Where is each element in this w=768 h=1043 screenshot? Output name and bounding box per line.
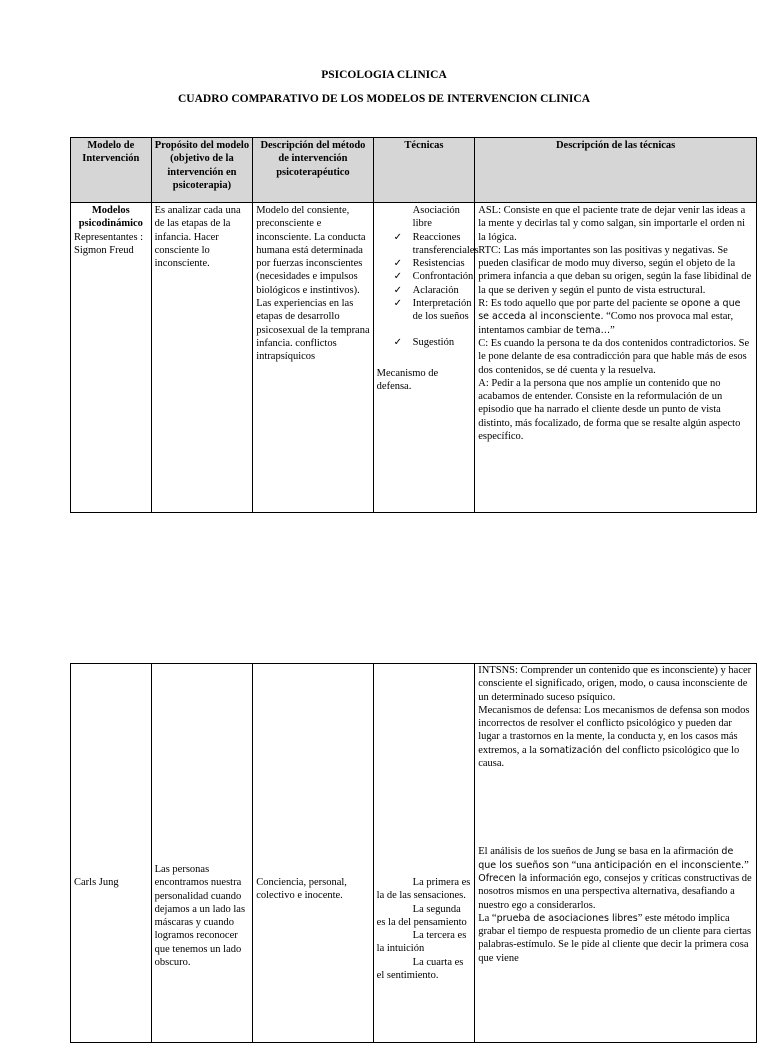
- column-header: Modelo de Intervención: [71, 138, 152, 203]
- model-author: Carls Jung: [74, 877, 119, 888]
- defense-mechanism-text: Mecanismo de defensa.: [376, 367, 439, 393]
- table-header-row: [71, 138, 757, 203]
- list-item: ✓ Interpretación de los sueños: [393, 298, 472, 323]
- model-cell: [71, 203, 152, 513]
- model-author: Sigmon Freud: [74, 244, 134, 256]
- desc-free-association: La “prueba de asociaciones libres” este método implica grabar el tiempo de respuesta promedio de un cliente para ciertas palabras-estímulo. Se le pide al cliente que decir la primera cosa que viene: [478, 912, 752, 964]
- desc-r: R: Es todo aquello que por parte del paciente se opone a que se acceda al inconsciente. “Como nos provoca mal estar, intentamos cambiar de tema…”: [478, 298, 741, 336]
- check-icon: ✓: [393, 258, 403, 270]
- desc-c: C: Es cuando la persona te da dos contenidos contradictorios. Se le pone delante de esa contradicción para que hable más de esos dos contenidos, se dé cuenta y la resuelva.: [478, 337, 750, 376]
- method-paragraph: Modelo del consiente, preconsciente e inconsciente. La conducta humana está determinada por fuerzas inconscientes (necesidades e impulsos biológicos e instintivos).: [256, 205, 366, 296]
- techniques-cell: [373, 203, 479, 513]
- purpose-cell: [151, 664, 253, 1043]
- model-representatives: Representantes :: [74, 231, 144, 243]
- document-title: PSICOLOGIA CLINICA: [321, 69, 447, 81]
- column-header: Descripción de las técnicas: [475, 138, 757, 203]
- purpose-cell: Es analizar cada una de las etapas de la infancia. Hacer consciente lo inconsciente.: [151, 203, 253, 513]
- list-item: Asociación libre: [412, 205, 460, 230]
- techniques-cell: [373, 664, 475, 1043]
- technique-description-cell: [475, 203, 757, 513]
- purpose-text: Las personas encontramos nuestra personalidad cuando dejamos a un lado las máscaras y cuando logramos reconocer que tenemos un lado obscuro.: [154, 864, 246, 969]
- method-text: Conciencia, personal, colectivo e inocente.: [256, 877, 347, 902]
- method-cell: [253, 664, 373, 1043]
- desc-asl: ASL: Consiste en que el paciente trate de dejar venir las ideas a la mente y decirlas tal y como salgan, sin importarle el orden ni la lógica.: [478, 205, 746, 243]
- table-row: [71, 664, 757, 1043]
- technique-item: La segunda es la del pensamiento: [376, 903, 467, 928]
- column-header: Propósito del modelo (objetivo de la intervención en psicoterapia): [151, 138, 253, 203]
- list-item: ✓ Reacciones transferenciales: [393, 231, 479, 256]
- check-icon: ✓: [393, 231, 403, 243]
- check-icon: ✓: [393, 336, 403, 348]
- techniques-list: [377, 204, 479, 349]
- check-icon: ✓: [393, 298, 403, 310]
- desc-rtc: RTC: Las más importantes son las positivas y negativas. Se pueden clasificar de modo muy diverso, según el objeto de la primera infancia a que deban su origen, según la fase libidinal de la que se deriven y según el punto de vista estructural.: [478, 244, 752, 296]
- method-paragraph: Las experiencias en las etapas de desarrollo psicosexual de la temprana infancia. conflictos intrapsíquicos: [256, 298, 370, 363]
- column-header: Descripción del método de intervención psicoterapéutico: [253, 138, 373, 203]
- document-subtitle: CUADRO COMPARATIVO DE LOS MODELOS DE INTERVENCION CLINICA: [177, 93, 591, 105]
- desc-intsns: INTSNS: Comprender un contenido que es inconsciente) y hacer consciente el significado, origen, modo, o causa inconsciente de un determinado suceso psíquico.: [478, 665, 752, 703]
- list-item: ✓ Resistencias: [393, 258, 465, 270]
- model-title: Modelos psicodinámico: [78, 205, 143, 230]
- comparison-table-part-1: [70, 137, 757, 513]
- method-cell: [253, 203, 373, 513]
- model-cell: [71, 664, 152, 1043]
- technique-description-cell: [475, 664, 757, 1043]
- column-header: Técnicas: [373, 138, 475, 203]
- comparison-table-part-2: [70, 663, 757, 1043]
- desc-defense: Mecanismos de defensa: Los mecanismos de defensa son modos incorrectos de resolver el conflicto psicológico y pueden dar lugar a trastornos en la mente, la conducta y, en los casos más extremos, a la somatización del conflicto psicológico que lo causa.: [478, 704, 750, 770]
- desc-a: A: Pedir a la persona que nos amplíe un contenido que no acabamos de entender. Consiste en la reformulación de un episodio que ha narrado el cliente desde un punto de vista distinto, más focalizado, de forma que se resalte algún aspecto específico.: [478, 377, 741, 443]
- technique-item: La cuarta es el sentimiento.: [376, 956, 464, 982]
- check-icon: ✓: [393, 284, 403, 296]
- list-item: ✓ Aclaración: [393, 284, 459, 296]
- check-icon: ✓: [393, 271, 403, 283]
- technique-item: La tercera es la intuición: [376, 930, 467, 955]
- table-row: [71, 203, 757, 513]
- list-item: ✓ Sugestión: [393, 336, 455, 348]
- desc-dream-analysis: El análisis de los sueños de Jung se basa en la afirmación de que los sueños son “una anticipación en el inconsciente.” Ofrecen la información ego, consejos y críticas constructivas de nosotros mismos en una perspectiva alternativa, desafiando a nuestro ego a considerarlos.: [478, 846, 752, 911]
- technique-item: La primera es la de las sensaciones.: [376, 877, 471, 902]
- list-item: ✓ Confrontación: [393, 271, 474, 283]
